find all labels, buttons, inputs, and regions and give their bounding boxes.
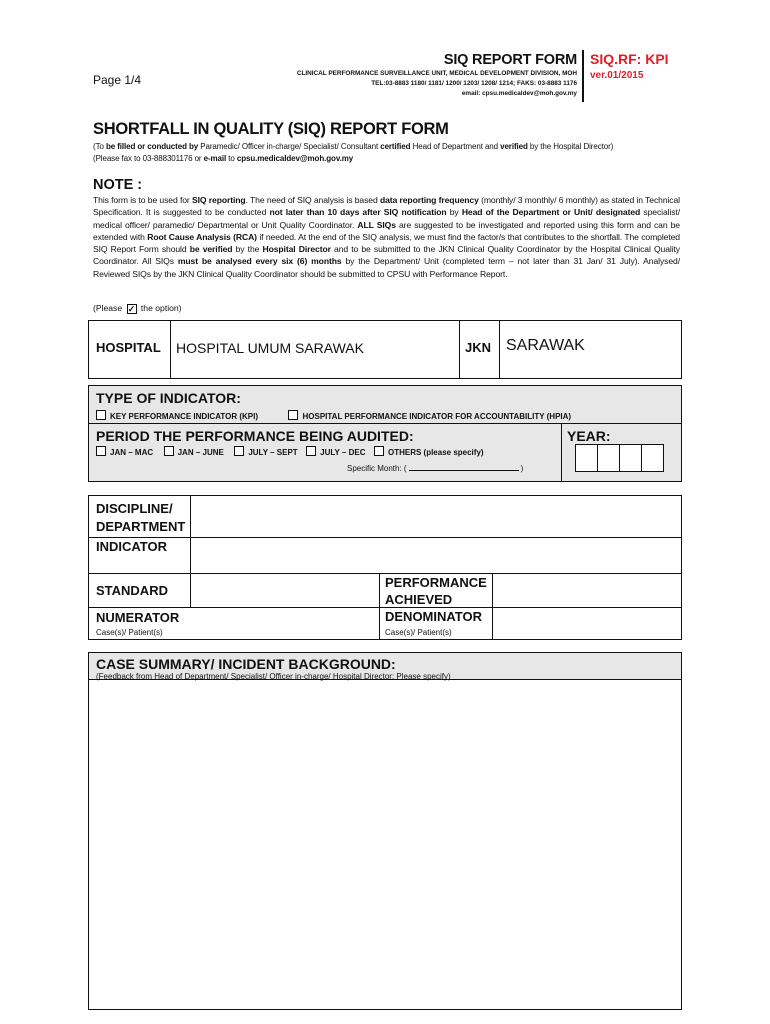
performance-label: PERFORMANCE ACHIEVED: [385, 575, 487, 607]
period-options: [96, 446, 484, 457]
text-bold: must be analysed every six (6) months: [177, 256, 342, 267]
year-digit-box[interactable]: [575, 444, 598, 472]
type-of-indicator-heading: TYPE OF INDICATOR:: [96, 390, 241, 406]
numerator-label: NUMERATOR: [96, 610, 180, 625]
indicator-options: [96, 410, 571, 421]
text-bold: SIQ reporting: [191, 195, 246, 205]
please-tick-line: [93, 303, 182, 313]
unit-name: CLINICAL PERFORMANCE SURVEILLANCE UNIT, MEDICAL DEVELOPMENT DIVISION, MOH: [296, 70, 577, 77]
text-bold: Root Cause Analysis (RCA): [147, 231, 257, 242]
note-heading: NOTE :: [93, 177, 143, 193]
section-divider: [88, 423, 682, 424]
instruction-line-1: [93, 141, 613, 153]
jan-mac-checkbox[interactable]: [96, 446, 106, 456]
checkmark-icon: ✓: [127, 304, 136, 314]
text: by the: [232, 244, 263, 255]
jan-mac-label: JAN – MAC: [110, 448, 154, 457]
jan-june-checkbox[interactable]: [164, 446, 174, 456]
hpia-checkbox[interactable]: [288, 410, 298, 420]
instructions: [93, 141, 613, 165]
text-bold: verified: [500, 142, 528, 151]
denominator-unit: Case(s)/ Patient(s): [385, 628, 452, 637]
hospital-label: HOSPITAL: [96, 340, 161, 355]
column-divider: [190, 495, 191, 573]
year-digit-box[interactable]: [619, 444, 642, 472]
text-bold: be filled or conducted by: [105, 142, 199, 151]
case-summary-subtitle: (Feedback from Head of Department/ Specialist/ Officer in-charge/ Hospital Director: Please specify): [96, 672, 451, 681]
text: Head of Department and: [410, 142, 501, 151]
column-divider: [379, 573, 380, 640]
year-input[interactable]: [576, 444, 664, 472]
text: (Please fax to 03-888301176 or: [93, 154, 204, 163]
text-bold: data reporting frequency: [379, 195, 479, 205]
unit-tel: TEL:03-8883 1180/ 1181/ 1200/ 1203/ 1208/ 1214; FAKS: 03-8883 1176: [371, 80, 577, 87]
row-divider: [88, 537, 682, 538]
kpi-label: KEY PERFORMANCE INDICATOR (KPI): [110, 412, 259, 421]
text-bold: ALL SIQs: [357, 219, 396, 230]
july-dec-checkbox[interactable]: [306, 446, 316, 456]
text-bold: e-mail: [203, 154, 227, 163]
text: ): [520, 464, 524, 473]
column-divider: [492, 573, 493, 640]
text: are suggested to be investigated and reported using this form and can be extended with: [93, 219, 680, 242]
form-version: ver.01/2015: [590, 70, 644, 81]
column-divider: [190, 573, 191, 607]
unit-info: [218, 69, 577, 99]
text-bold: Hospital Director: [262, 244, 331, 255]
case-summary-heading: CASE SUMMARY/ INCIDENT BACKGROUND:: [96, 656, 396, 672]
unit-email: email: cpsu.medicaldev@moh.gov.my: [461, 90, 577, 97]
period-heading: PERIOD THE PERFORMANCE BEING AUDITED:: [96, 428, 414, 444]
others-checkbox[interactable]: [374, 446, 384, 456]
specific-month: [347, 462, 523, 473]
text-bold: be verified: [189, 244, 233, 255]
jan-june-label: JAN – JUNE: [177, 448, 224, 457]
form-code: SIQ.RF: KPI: [590, 51, 669, 67]
text: by: [446, 207, 462, 218]
july-sept-label: JULY – SEPT: [248, 448, 298, 457]
year-label: YEAR:: [567, 428, 611, 444]
column-divider: [499, 321, 500, 378]
year-digit-box[interactable]: [641, 444, 664, 472]
column-divider: [459, 321, 460, 378]
year-digit-box[interactable]: [597, 444, 620, 472]
text: by the Hospital Director): [527, 142, 614, 151]
column-divider: [170, 321, 171, 378]
text: (monthly/ 3 monthly/ 6 monthly) as stated in Technical Specification. It is suggested to be conducted: [93, 195, 680, 218]
others-label: OTHERS (please specify): [387, 448, 484, 457]
email-link: cpsu.medicaldev@moh.gov.my: [236, 154, 354, 163]
indicator-label: INDICATOR: [96, 539, 168, 554]
text: to: [226, 154, 237, 163]
text: (To: [93, 142, 106, 151]
hpia-label: HOSPITAL PERFORMANCE INDICATOR FOR ACCOUNTABILITY (HPIA): [302, 412, 572, 421]
text: specialist/ medical officer/ paramedic/ Departmental or Unit Quality Coordinator.: [93, 207, 681, 230]
jkn-label: JKN: [465, 340, 492, 355]
text: . The need of SIQ analysis is based: [245, 195, 380, 205]
form-title: SIQ REPORT FORM: [443, 52, 577, 68]
text-bold: not later than 10 days after SIQ notification: [269, 207, 447, 218]
july-dec-label: JULY – DEC: [320, 448, 366, 457]
page-title: SHORTFALL IN QUALITY (SIQ) REPORT FORM: [93, 120, 449, 138]
text: This form is to be used for: [93, 195, 192, 205]
text: by the Department/ Unit (completed term – not later than 31 Jan/ 31 July). Analysed/ Reviewed SIQs by the JKN Clinical Quality Coordinator should be submitted to CPSU with Performance Report.: [93, 256, 680, 279]
text-bold: Head of the Department or Unit/ designated: [461, 207, 641, 218]
specific-month-label: Specific Month: (: [347, 464, 407, 473]
text: if needed. At the end of the SIQ analysis, we must find the factor/s that contributes to the shortfall. The completed SIQ Report Form should: [93, 231, 680, 255]
text: Paramedic/ Officer in-charge/ Specialist/ Consultant: [198, 142, 381, 151]
discipline-label: DISCIPLINE/ DEPARTMENT: [96, 501, 186, 534]
numerator-unit: Case(s)/ Patient(s): [96, 628, 163, 637]
text: the option): [140, 303, 182, 313]
jkn-field[interactable]: SARAWAK: [506, 337, 585, 354]
note-body: [93, 194, 680, 280]
text: and to be submitted to the JKN Clinical Quality Coordinator by the Hospital Clinical Quality Coordinator. All SIQs: [93, 244, 680, 267]
standard-label: STANDARD: [96, 583, 168, 598]
text-bold: certified: [380, 142, 411, 151]
instruction-line-2: [93, 153, 613, 165]
hospital-field[interactable]: HOSPITAL UMUM SARAWAK: [176, 340, 364, 356]
page-number: Page 1/4: [93, 73, 142, 87]
denominator-label: DENOMINATOR: [385, 609, 483, 624]
july-sept-checkbox[interactable]: [234, 446, 244, 456]
year-column-divider: [561, 423, 562, 482]
specific-month-field[interactable]: [409, 462, 519, 471]
text: (Please: [93, 303, 123, 313]
case-summary-box[interactable]: [88, 652, 682, 1010]
kpi-checkbox[interactable]: [96, 410, 106, 420]
header-divider: [582, 50, 584, 102]
